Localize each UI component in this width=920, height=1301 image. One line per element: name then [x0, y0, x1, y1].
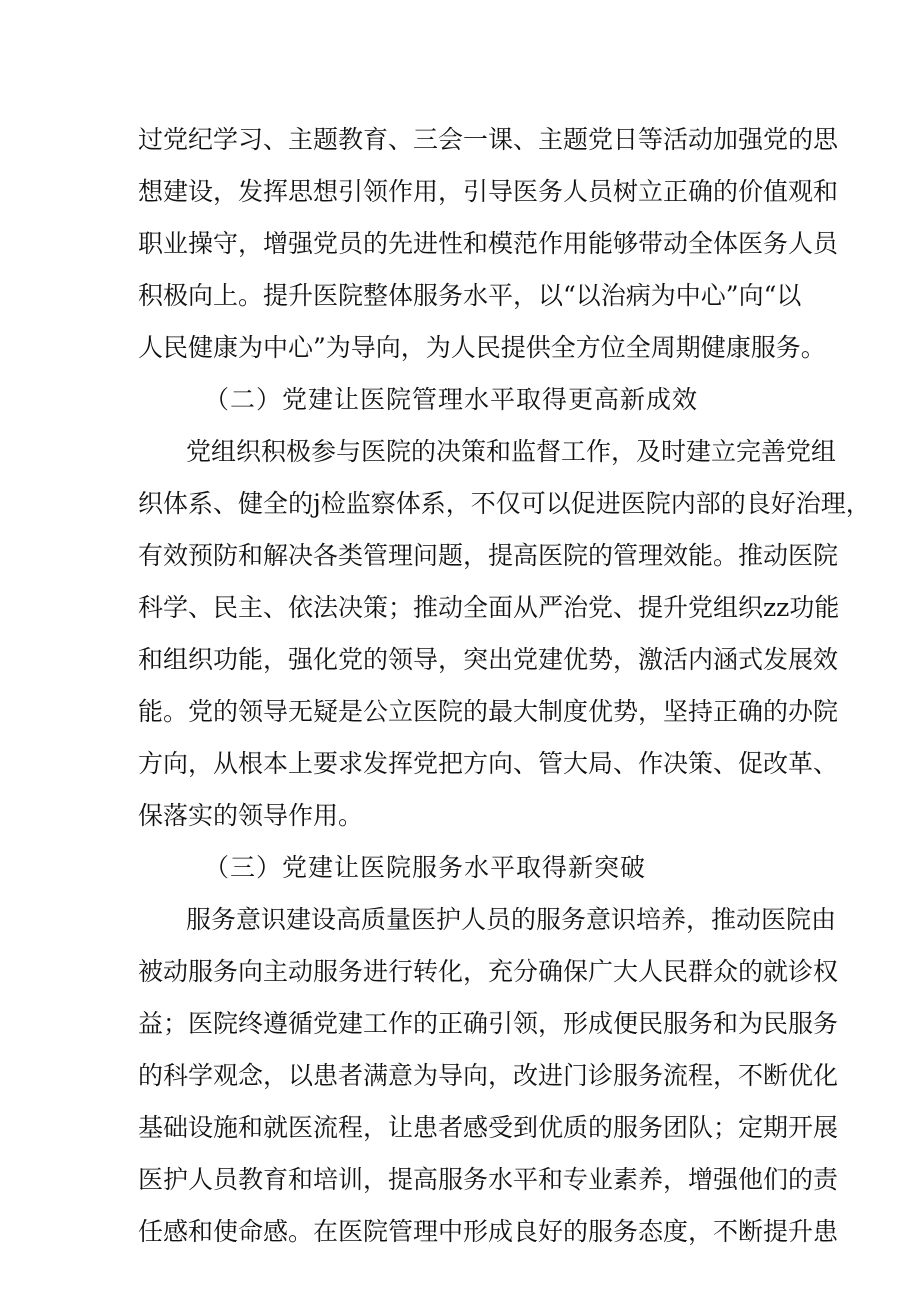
paragraph-line: 方向，从根本上要求发挥党把方向、管大局、作决策、促改革、	[138, 749, 839, 778]
paragraph-line: 被动服务向主动服务进行转化，充分确保广大人民群众的就诊权	[138, 957, 839, 986]
paragraph-line: 任感和使命感。在医院管理中形成良好的服务态度，不断提升患	[138, 1217, 839, 1246]
paragraph-line: 和组织功能，强化党的领导，突出党建优势，激活内涵式发展效	[138, 645, 839, 674]
paragraph-line: 的科学观念，以患者满意为导向，改进门诊服务流程，不断优化	[138, 1061, 839, 1090]
paragraph-line: 过党纪学习、主题教育、三会一课、主题党日等活动加强党的思	[138, 125, 839, 154]
paragraph-1	[138, 114, 839, 374]
paragraph-line: 有效预防和解决各类管理问题，提高医院的管理效能。推动医院	[138, 541, 839, 570]
paragraph-line: 保落实的领导作用。	[138, 801, 364, 830]
paragraph-line: 科学、民主、依法决策；推动全面从严治党、提升党组织zz功能	[138, 593, 840, 622]
paragraph-line: 党组织积极参与医院的决策和监督工作，及时建立完善党组	[186, 437, 837, 466]
document-body	[138, 114, 871, 1258]
paragraph-line: 积极向上。提升医院整体服务水平，以“以治病为中心”向“以	[138, 281, 802, 310]
paragraph-line: 基础设施和就医流程，让患者感受到优质的服务团队；定期开展	[138, 1113, 839, 1142]
paragraph-line: 益；医院终遵循党建工作的正确引领，形成便民服务和为民服务	[138, 1009, 839, 1038]
paragraph-line: 医护人员教育和培训，提高服务水平和专业素养，增强他们的责	[138, 1165, 839, 1194]
paragraph-3	[138, 894, 839, 1258]
paragraph-line: 想建设，发挥思想引领作用，引导医务人员树立正确的价值观和	[138, 177, 839, 206]
paragraph-line: 职业操守，增强党员的先进性和模范作用能够带动全体医务人员	[138, 229, 839, 258]
paragraph-line: 织体系、健全的j检监察体系，不仅可以促进医院内部的良好治理，	[138, 489, 871, 518]
paragraph-line: 人民健康为中心”为导向，为人民提供全方位全周期健康服务。	[138, 333, 826, 362]
paragraph-line: 服务意识建设高质量医护人员的服务意识培养，推动医院由	[186, 905, 837, 934]
paragraph-2	[138, 426, 871, 842]
section-heading-3: （三）党建让医院服务水平取得新突破	[204, 853, 647, 882]
section-heading-2: （二）党建让医院管理水平取得更高新成效	[204, 385, 699, 414]
paragraph-line: 能。党的领导无疑是公立医院的最大制度优势，坚持正确的办院	[138, 697, 839, 726]
